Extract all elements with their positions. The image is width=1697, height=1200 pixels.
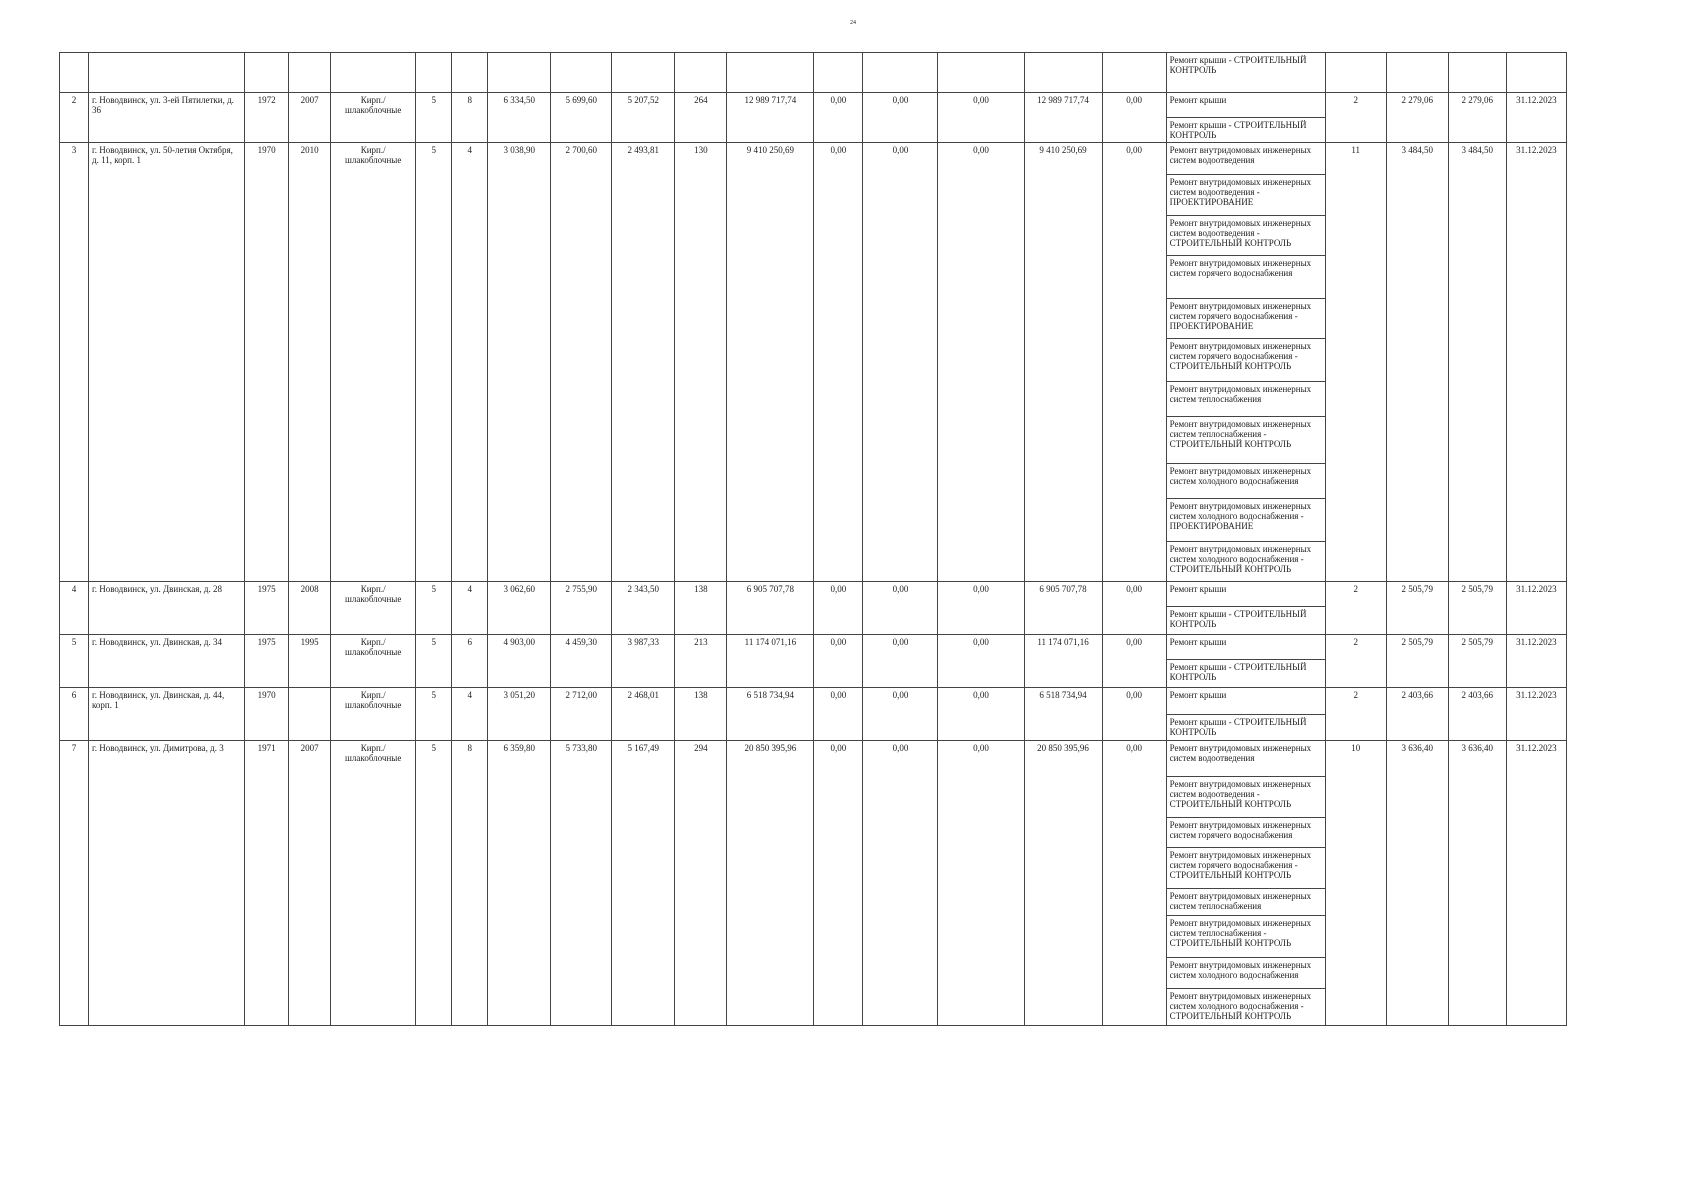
works-count: 2 xyxy=(1325,688,1386,741)
year-built: 1970 xyxy=(245,143,289,582)
table-row xyxy=(60,741,1567,777)
residents-count: 294 xyxy=(675,741,727,1026)
wall-material: Кирп./ шлакоблочные xyxy=(331,635,416,688)
completion-deadline: 31.12.2023 xyxy=(1506,635,1566,688)
cost-federal: 0,00 xyxy=(814,93,863,143)
premises-area: 5 733,80 xyxy=(551,741,612,1026)
cost-owners: 12 989 717,74 xyxy=(1024,93,1102,143)
completion-deadline: 31.12.2023 xyxy=(1506,582,1566,635)
year-last-repair: 2010 xyxy=(289,143,331,582)
cost-local: 0,00 xyxy=(938,741,1024,1026)
year-built: 1975 xyxy=(245,635,289,688)
total-area: 3 062,60 xyxy=(488,582,551,635)
work-type: Ремонт крыши - СТРОИТЕЛЬНЫЙ КОНТРОЛЬ xyxy=(1166,715,1325,741)
work-type: Ремонт крыши xyxy=(1166,688,1325,715)
cost-other: 0,00 xyxy=(1102,741,1166,1026)
entrances-count xyxy=(452,53,488,93)
year-built: 1972 xyxy=(245,93,289,143)
cost-local xyxy=(938,53,1024,93)
total-area: 4 903,00 xyxy=(488,635,551,688)
cost-total: 6 518 734,94 xyxy=(727,688,814,741)
total-area: 6 359,80 xyxy=(488,741,551,1026)
cost-owners: 9 410 250,69 xyxy=(1024,143,1102,582)
cost-other: 0,00 xyxy=(1102,143,1166,582)
work-type: Ремонт внутридомовых инженерных систем теплоснабжения - СТРОИТЕЛЬНЫЙ КОНТРОЛЬ xyxy=(1166,417,1325,464)
cost-other: 0,00 xyxy=(1102,635,1166,688)
work-type: Ремонт внутридомовых инженерных систем холодного водоснабжения - ПРОЕКТИРОВАНИЕ xyxy=(1166,499,1325,542)
year-built: 1970 xyxy=(245,688,289,741)
year-last-repair: 2007 xyxy=(289,93,331,143)
work-type: Ремонт внутридомовых инженерных систем водоотведения - СТРОИТЕЛЬНЫЙ КОНТРОЛЬ xyxy=(1166,216,1325,256)
cost-federal: 0,00 xyxy=(814,635,863,688)
cost-local: 0,00 xyxy=(938,143,1024,582)
premises-area: 4 459,30 xyxy=(551,635,612,688)
cost-other: 0,00 xyxy=(1102,582,1166,635)
row-number: 6 xyxy=(60,688,89,741)
cost-federal: 0,00 xyxy=(814,688,863,741)
premises-area: 5 699,60 xyxy=(551,93,612,143)
cost-owners: 6 518 734,94 xyxy=(1024,688,1102,741)
repair-program-table xyxy=(59,52,1567,1026)
max-unit-cost: 3 636,40 xyxy=(1448,741,1506,1026)
premises-area: 2 700,60 xyxy=(551,143,612,582)
cost-regional: 0,00 xyxy=(863,688,938,741)
total-area xyxy=(488,53,551,93)
cost-other xyxy=(1102,53,1166,93)
work-type: Ремонт внутридомовых инженерных систем горячего водоснабжения - СТРОИТЕЛЬНЫЙ КОНТРОЛЬ xyxy=(1166,339,1325,382)
cost-total: 9 410 250,69 xyxy=(727,143,814,582)
max-unit-cost: 2 505,79 xyxy=(1448,635,1506,688)
total-area: 3 051,20 xyxy=(488,688,551,741)
cost-total: 20 850 395,96 xyxy=(727,741,814,1026)
work-type: Ремонт крыши xyxy=(1166,582,1325,607)
work-type: Ремонт внутридомовых инженерных систем холодного водоснабжения - СТРОИТЕЛЬНЫЙ КОНТРОЛЬ xyxy=(1166,542,1325,582)
cost-total: 6 905 707,78 xyxy=(727,582,814,635)
cost-regional: 0,00 xyxy=(863,143,938,582)
year-last-repair: 2007 xyxy=(289,741,331,1026)
cost-local: 0,00 xyxy=(938,635,1024,688)
max-unit-cost xyxy=(1448,53,1506,93)
residents-count: 138 xyxy=(675,582,727,635)
table-row xyxy=(60,143,1567,175)
work-type: Ремонт внутридомовых инженерных систем теплоснабжения xyxy=(1166,382,1325,417)
residential-area: 3 987,33 xyxy=(612,635,675,688)
work-type: Ремонт внутридомовых инженерных систем холодного водоснабжения - СТРОИТЕЛЬНЫЙ КОНТРОЛЬ xyxy=(1166,989,1325,1026)
completion-deadline: 31.12.2023 xyxy=(1506,688,1566,741)
cost-local: 0,00 xyxy=(938,582,1024,635)
work-type: Ремонт внутридомовых инженерных систем водоотведения xyxy=(1166,741,1325,777)
residential-area: 5 167,49 xyxy=(612,741,675,1026)
address: г. Новодвинск, ул. Двинская, д. 34 xyxy=(89,635,245,688)
cost-federal xyxy=(814,53,863,93)
residents-count: 264 xyxy=(675,93,727,143)
work-type: Ремонт крыши xyxy=(1166,93,1325,118)
completion-deadline: 31.12.2023 xyxy=(1506,741,1566,1026)
work-type: Ремонт крыши - СТРОИТЕЛЬНЫЙ КОНТРОЛЬ xyxy=(1166,118,1325,143)
residential-area: 5 207,52 xyxy=(612,93,675,143)
max-unit-cost: 2 403,66 xyxy=(1448,688,1506,741)
entrances-count: 4 xyxy=(452,582,488,635)
address: г. Новодвинск, ул. 50-летия Октября, д. 11, корп. 1 xyxy=(89,143,245,582)
floors-count: 5 xyxy=(416,143,452,582)
completion-deadline: 31.12.2023 xyxy=(1506,93,1566,143)
row-number: 5 xyxy=(60,635,89,688)
wall-material: Кирп./ шлакоблочные xyxy=(331,143,416,582)
work-type: Ремонт внутридомовых инженерных систем холодного водоснабжения xyxy=(1166,464,1325,499)
work-type: Ремонт внутридомовых инженерных систем водоотведения - СТРОИТЕЛЬНЫЙ КОНТРОЛЬ xyxy=(1166,777,1325,818)
cost-regional xyxy=(863,53,938,93)
cost-local: 0,00 xyxy=(938,688,1024,741)
completion-deadline xyxy=(1506,53,1566,93)
entrances-count: 8 xyxy=(452,93,488,143)
premises-area xyxy=(551,53,612,93)
work-type: Ремонт внутридомовых инженерных систем горячего водоснабжения xyxy=(1166,818,1325,848)
residential-area: 2 468,01 xyxy=(612,688,675,741)
max-unit-cost: 2 505,79 xyxy=(1448,582,1506,635)
residential-area: 2 343,50 xyxy=(612,582,675,635)
floors-count: 5 xyxy=(416,635,452,688)
row-number xyxy=(60,53,89,93)
max-unit-cost: 3 484,50 xyxy=(1448,143,1506,582)
year-last-repair: 1995 xyxy=(289,635,331,688)
address: г. Новодвинск, ул. Двинская, д. 44, корп. 1 xyxy=(89,688,245,741)
unit-cost: 2 403,66 xyxy=(1386,688,1448,741)
year-built: 1975 xyxy=(245,582,289,635)
floors-count xyxy=(416,53,452,93)
work-type: Ремонт внутридомовых инженерных систем горячего водоснабжения xyxy=(1166,256,1325,299)
year-last-repair xyxy=(289,53,331,93)
cost-other: 0,00 xyxy=(1102,93,1166,143)
cost-federal: 0,00 xyxy=(814,582,863,635)
address: г. Новодвинск, ул. Двинская, д. 28 xyxy=(89,582,245,635)
address: г. Новодвинск, ул. Димитрова, д. 3 xyxy=(89,741,245,1026)
wall-material xyxy=(331,53,416,93)
cost-total xyxy=(727,53,814,93)
cost-total: 12 989 717,74 xyxy=(727,93,814,143)
work-type: Ремонт внутридомовых инженерных систем водоотведения xyxy=(1166,143,1325,175)
floors-count: 5 xyxy=(416,741,452,1026)
work-type: Ремонт крыши xyxy=(1166,635,1325,660)
cost-federal: 0,00 xyxy=(814,143,863,582)
total-area: 3 038,90 xyxy=(488,143,551,582)
total-area: 6 334,50 xyxy=(488,93,551,143)
premises-area: 2 712,00 xyxy=(551,688,612,741)
page-number: 24 xyxy=(850,20,856,26)
cost-federal: 0,00 xyxy=(814,741,863,1026)
works-count: 2 xyxy=(1325,582,1386,635)
year-built: 1971 xyxy=(245,741,289,1026)
completion-deadline: 31.12.2023 xyxy=(1506,143,1566,582)
residential-area: 2 493,81 xyxy=(612,143,675,582)
cost-total: 11 174 071,16 xyxy=(727,635,814,688)
floors-count: 5 xyxy=(416,688,452,741)
entrances-count: 6 xyxy=(452,635,488,688)
floors-count: 5 xyxy=(416,582,452,635)
wall-material: Кирп./ шлакоблочные xyxy=(331,688,416,741)
entrances-count: 4 xyxy=(452,143,488,582)
cost-owners xyxy=(1024,53,1102,93)
work-type: Ремонт внутридомовых инженерных систем горячего водоснабжения - СТРОИТЕЛЬНЫЙ КОНТРОЛЬ xyxy=(1166,848,1325,889)
wall-material: Кирп./ шлакоблочные xyxy=(331,741,416,1026)
unit-cost: 2 279,06 xyxy=(1386,93,1448,143)
work-type: Ремонт внутридомовых инженерных систем водоотведения - ПРОЕКТИРОВАНИЕ xyxy=(1166,175,1325,216)
cost-regional: 0,00 xyxy=(863,741,938,1026)
residents-count: 130 xyxy=(675,143,727,582)
table-row xyxy=(60,582,1567,607)
residents-count xyxy=(675,53,727,93)
cost-owners: 20 850 395,96 xyxy=(1024,741,1102,1026)
floors-count: 5 xyxy=(416,93,452,143)
table-row xyxy=(60,688,1567,715)
work-type: Ремонт крыши - СТРОИТЕЛЬНЫЙ КОНТРОЛЬ xyxy=(1166,660,1325,688)
cost-regional: 0,00 xyxy=(863,93,938,143)
max-unit-cost: 2 279,06 xyxy=(1448,93,1506,143)
works-count xyxy=(1325,53,1386,93)
address xyxy=(89,53,245,93)
row-number: 3 xyxy=(60,143,89,582)
work-type: Ремонт крыши - СТРОИТЕЛЬНЫЙ КОНТРОЛЬ xyxy=(1166,607,1325,635)
year-built xyxy=(245,53,289,93)
cost-other: 0,00 xyxy=(1102,688,1166,741)
cost-owners: 11 174 071,16 xyxy=(1024,635,1102,688)
work-type: Ремонт крыши - СТРОИТЕЛЬНЫЙ КОНТРОЛЬ xyxy=(1166,53,1325,93)
unit-cost: 2 505,79 xyxy=(1386,635,1448,688)
works-count: 11 xyxy=(1325,143,1386,582)
unit-cost xyxy=(1386,53,1448,93)
work-type: Ремонт внутридомовых инженерных систем горячего водоснабжения - ПРОЕКТИРОВАНИЕ xyxy=(1166,299,1325,339)
work-type: Ремонт внутридомовых инженерных систем холодного водоснабжения xyxy=(1166,958,1325,989)
wall-material: Кирп./ шлакоблочные xyxy=(331,93,416,143)
residential-area xyxy=(612,53,675,93)
work-type: Ремонт внутридомовых инженерных систем теплоснабжения - СТРОИТЕЛЬНЫЙ КОНТРОЛЬ xyxy=(1166,916,1325,958)
entrances-count: 8 xyxy=(452,741,488,1026)
row-number: 7 xyxy=(60,741,89,1026)
year-last-repair xyxy=(289,688,331,741)
unit-cost: 2 505,79 xyxy=(1386,582,1448,635)
unit-cost: 3 484,50 xyxy=(1386,143,1448,582)
cost-local: 0,00 xyxy=(938,93,1024,143)
wall-material: Кирп./ шлакоблочные xyxy=(331,582,416,635)
entrances-count: 4 xyxy=(452,688,488,741)
cost-regional: 0,00 xyxy=(863,635,938,688)
year-last-repair: 2008 xyxy=(289,582,331,635)
residents-count: 213 xyxy=(675,635,727,688)
table-row xyxy=(60,635,1567,660)
cost-owners: 6 905 707,78 xyxy=(1024,582,1102,635)
unit-cost: 3 636,40 xyxy=(1386,741,1448,1026)
cost-regional: 0,00 xyxy=(863,582,938,635)
address: г. Новодвинск, ул. 3-ей Пятилетки, д. 36 xyxy=(89,93,245,143)
residents-count: 138 xyxy=(675,688,727,741)
work-type: Ремонт внутридомовых инженерных систем теплоснабжения xyxy=(1166,889,1325,916)
row-number: 4 xyxy=(60,582,89,635)
table-row xyxy=(60,93,1567,118)
row-number: 2 xyxy=(60,93,89,143)
works-count: 2 xyxy=(1325,635,1386,688)
works-count: 2 xyxy=(1325,93,1386,143)
works-count: 10 xyxy=(1325,741,1386,1026)
table-row xyxy=(60,53,1567,93)
premises-area: 2 755,90 xyxy=(551,582,612,635)
